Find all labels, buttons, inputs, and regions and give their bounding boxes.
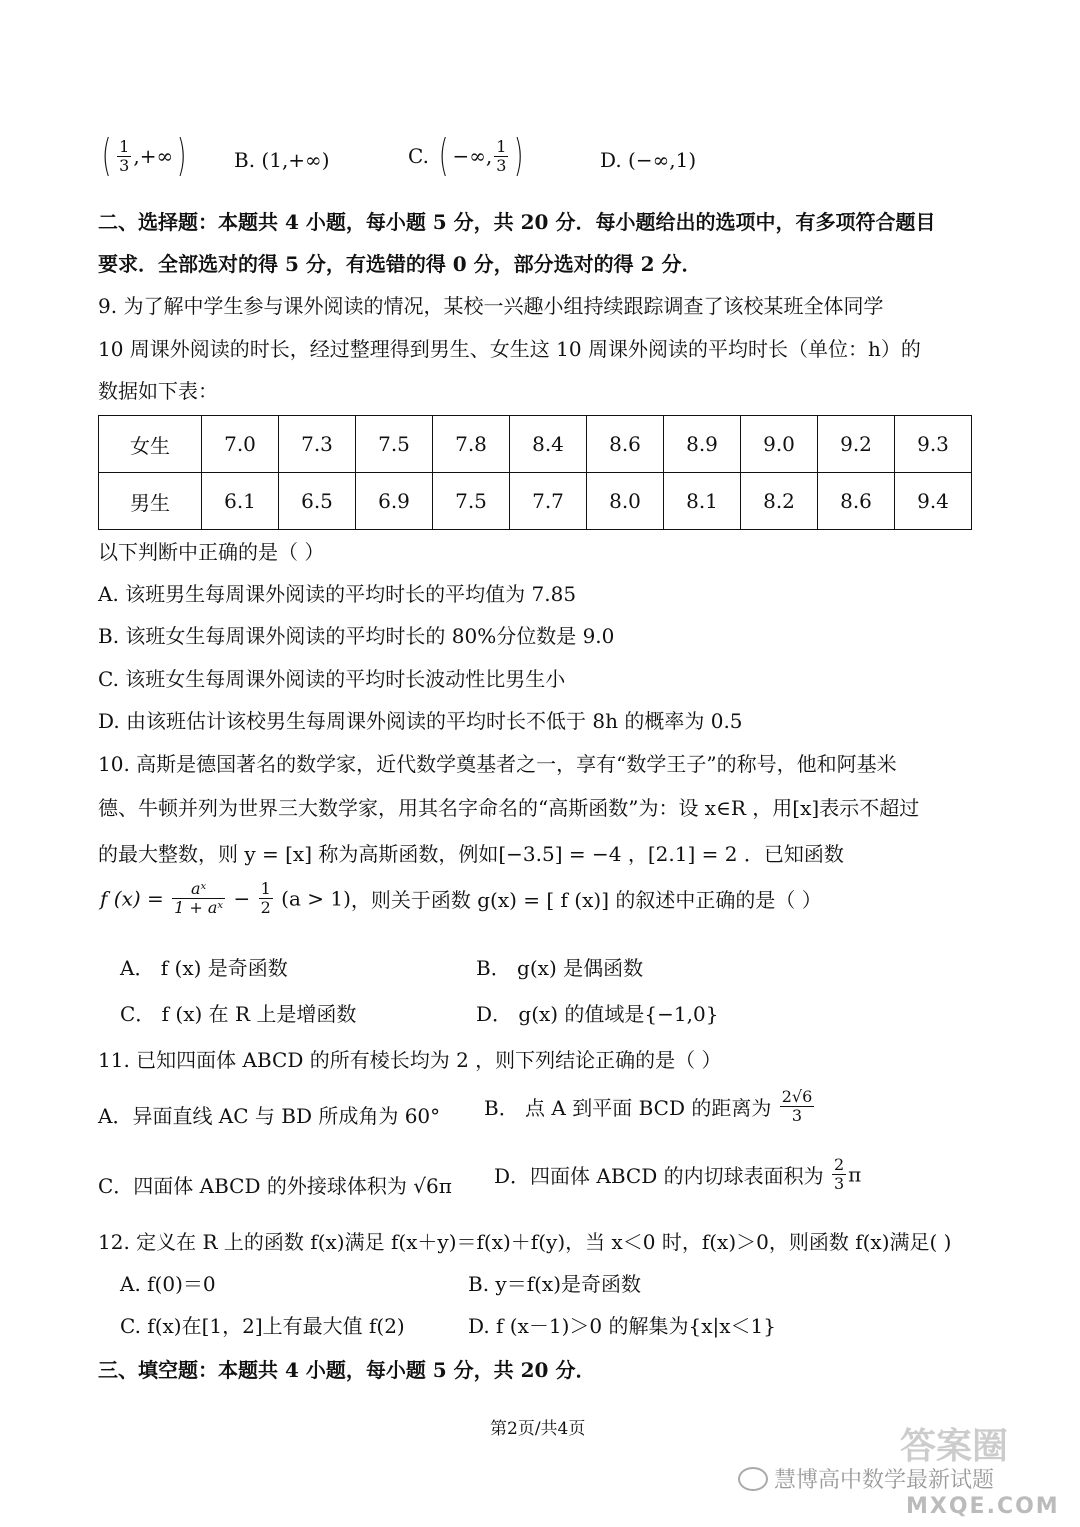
q10-function-definition: f (x) = $\frac{\text{aˣ}}{\text{1 + aˣ}}$ − $\frac{1}{2}$ (a > 1)，则关于函数 g(x) = [ f (x)] 的叙述中正确的是（ ） <box>100 879 822 917</box>
q12-stem: 12. 定义在 R 上的函数 f(x)满足 f(x＋y)＝f(x)＋f(y)，当 x＜0 时，f(x)＞0，则函数 f(x)满足( ) <box>98 1230 952 1254</box>
fraction: $\frac{1}{3}$ <box>496 136 507 175</box>
fraction: $\frac{2√6}{3}$ <box>781 1087 813 1125</box>
table-row-male <box>99 473 972 530</box>
wechat-watermark: 慧博高中数学最新试题 <box>738 1463 994 1494</box>
q8-option-d: D. (−∞,1) <box>600 148 697 172</box>
q10-option-d: D． g(x) 的值域是{−1,0} <box>476 1002 719 1026</box>
q11-option-b: B． 点 A 到平面 BCD 的距离为 $\frac{2√6}{3}$ <box>484 1087 813 1125</box>
table-cell: 8.2 <box>741 473 818 530</box>
q9-option-a: A. 该班男生每周课外阅读的平均时长的平均值为 7.85 <box>98 582 577 606</box>
section-3-heading: 三、填空题：本题共 4 小题，每小题 5 分，共 20 分． <box>98 1358 596 1382</box>
q8-option-b: B. (1,+∞) <box>234 148 330 172</box>
table-cell: 6.5 <box>279 473 356 530</box>
q11-option-c: C．四面体 ABCD 的外接球体积为 √6π <box>98 1174 452 1198</box>
q9-option-c: C. 该班女生每周课外阅读的平均时长波动性比男生小 <box>98 667 566 691</box>
row-label: 男生 <box>99 473 202 530</box>
q9-stem-line-1: 9. 为了解中学生参与课外阅读的情况，某校一兴趣小组持续跟踪调查了该校某班全体同学 <box>98 294 884 318</box>
page-number: 第2页/共4页 <box>490 1419 586 1439</box>
table-cell: 8.6 <box>587 416 664 473</box>
table-cell: 7.3 <box>279 416 356 473</box>
table-cell: 7.8 <box>433 416 510 473</box>
table-cell: 6.1 <box>202 473 279 530</box>
watermark-logo: 答案圈 <box>900 1426 1009 1467</box>
q10-stem-line-2: 德、牛顿并列为世界三大数学家，用其名字命名的“高斯函数”为：设 x∈R ，用[x]表示不超过 <box>98 796 920 820</box>
q8-option-a: ( $\frac{1}{3}$ ,+∞) <box>101 130 187 181</box>
q9-prompt: 以下判断中正确的是（ ） <box>98 540 325 564</box>
section-2-line-2: 要求．全部选对的得 5 分，有选错的得 0 分，部分选对的得 2 分． <box>98 252 702 276</box>
q9-stem-line-3: 数据如下表： <box>98 379 218 403</box>
q9-option-b: B. 该班女生每周课外阅读的平均时长的 80%分位数是 9.0 <box>98 624 615 648</box>
fraction: $\frac{\text{aˣ}}{\text{1 + aˣ}}$ <box>174 879 224 917</box>
q10-option-c: C． f (x) 在 R 上是增函数 <box>120 1002 357 1026</box>
q12-option-c: C. f(x)在[1，2]上有最大值 f(2) <box>120 1314 405 1338</box>
q8-option-c: C. ( −∞, $\frac{1}{3}$ ) <box>408 130 524 181</box>
q12-option-b: B. y＝f(x)是奇函数 <box>468 1272 641 1296</box>
table-cell: 6.9 <box>356 473 433 530</box>
q12-option-a: A. f(0)＝0 <box>120 1272 216 1296</box>
q12-option-d: D. f (x－1)＞0 的解集为{x|x＜1} <box>468 1314 776 1338</box>
table-cell: 9.3 <box>895 416 972 473</box>
q10-stem-line-3: 的最大整数，则 y = [x] 称为高斯函数，例如[−3.5] = −4 ，[2.1] = 2 ．已知函数 <box>98 842 844 866</box>
table-cell: 7.0 <box>202 416 279 473</box>
table-cell: 7.5 <box>433 473 510 530</box>
table-cell: 8.1 <box>664 473 741 530</box>
wechat-icon <box>738 1467 768 1491</box>
fraction: $\frac{1}{2}$ <box>260 879 271 917</box>
section-2-line-1: 二、选择题：本题共 4 小题，每小题 5 分，共 20 分．每小题给出的选项中，有多项符合题目 <box>98 210 936 234</box>
table-cell: 9.0 <box>741 416 818 473</box>
table-cell: 7.5 <box>356 416 433 473</box>
table-cell: 8.0 <box>587 473 664 530</box>
reading-time-table <box>98 415 972 530</box>
q9-stem-line-2: 10 周课外阅读的时长，经过整理得到男生、女生这 10 周课外阅读的平均时长（单位：h）的 <box>98 337 921 361</box>
table-cell: 8.4 <box>510 416 587 473</box>
q10-stem-line-1: 10. 高斯是德国著名的数学家，近代数学奠基者之一，享有“数学王子”的称号，他和阿基米 <box>98 752 897 776</box>
row-label: 女生 <box>99 416 202 473</box>
fraction: $\frac{2}{3}$ <box>833 1155 845 1193</box>
watermark-site: MXQE.COM <box>906 1494 1060 1519</box>
q10-option-b: B． g(x) 是偶函数 <box>476 956 644 980</box>
q11-option-d: D．四面体 ABCD 的内切球表面积为 $\frac{2}{3}$ π <box>494 1155 862 1193</box>
q9-option-d: D. 由该班估计该校男生每周课外阅读的平均时长不低于 8h 的概率为 0.5 <box>98 709 743 733</box>
q11-option-a: A．异面直线 AC 与 BD 所成角为 60° <box>98 1104 441 1128</box>
table-cell: 8.9 <box>664 416 741 473</box>
table-cell: 7.7 <box>510 473 587 530</box>
table-cell: 8.6 <box>818 473 895 530</box>
table-row-female <box>99 416 972 473</box>
table-cell: 9.2 <box>818 416 895 473</box>
fraction: $\frac{1}{3}$ <box>119 136 130 175</box>
q10-option-a: A． f (x) 是奇函数 <box>120 956 288 980</box>
table-cell: 9.4 <box>895 473 972 530</box>
q11-stem: 11. 已知四面体 ABCD 的所有棱长均为 2 ，则下列结论正确的是（ ） <box>98 1048 722 1072</box>
